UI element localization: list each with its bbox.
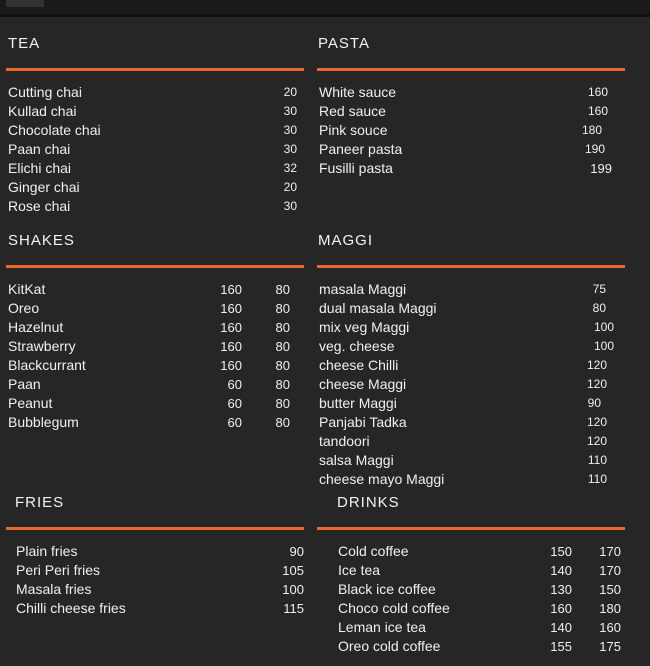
item-name: Paan chai <box>8 141 71 157</box>
item-price: 105 <box>282 563 304 578</box>
item-price: 100 <box>593 320 614 334</box>
list-item <box>0 338 310 357</box>
item-name: Choco cold coffee <box>338 600 450 616</box>
list-item <box>0 562 310 581</box>
item-price: 155 <box>550 639 572 654</box>
item-price: 160 <box>220 358 242 373</box>
item-price: 160 <box>220 339 242 354</box>
maggi-divider <box>317 265 625 268</box>
item-price: 60 <box>227 415 242 430</box>
list-item <box>0 414 310 433</box>
list-item <box>0 376 310 395</box>
list-item <box>310 319 640 338</box>
fries-section <box>0 484 310 666</box>
item-price: 160 <box>550 601 572 616</box>
item-name: Panjabi Tadka <box>319 414 407 430</box>
drinks-items <box>310 543 640 657</box>
item-price: 75 <box>592 282 606 296</box>
item-name: Bubblegum <box>8 414 79 430</box>
pasta-section <box>310 0 640 230</box>
item-name: Peri Peri fries <box>16 562 101 578</box>
item-name: Blackcurrant <box>8 357 86 373</box>
pasta-items <box>310 84 640 179</box>
item-price: 180 <box>581 123 602 137</box>
item-price: 30 <box>283 199 297 213</box>
item-name: Ice tea <box>338 562 381 578</box>
item-price-secondary: 170 <box>599 544 621 559</box>
item-price-secondary: 150 <box>599 582 621 597</box>
item-price: 160 <box>587 104 608 118</box>
list-item <box>310 395 640 414</box>
item-price-secondary: 80 <box>275 377 290 392</box>
item-name: Black ice coffee <box>338 581 436 597</box>
item-name: salsa Maggi <box>319 452 394 468</box>
item-name: Fusilli pasta <box>319 160 393 176</box>
list-item <box>0 141 310 160</box>
fries-title: FRIES <box>15 494 65 511</box>
item-price-secondary: 170 <box>599 563 621 578</box>
item-price: 120 <box>586 434 607 448</box>
list-item <box>310 160 640 179</box>
item-price: 30 <box>283 123 297 137</box>
item-price: 120 <box>586 358 607 372</box>
drinks-section <box>310 484 640 666</box>
fries-divider <box>6 527 304 530</box>
list-item <box>0 281 310 300</box>
item-name: Oreo cold coffee <box>338 638 441 654</box>
item-price: 30 <box>283 142 297 156</box>
fries-items <box>0 543 310 619</box>
list-item <box>0 319 310 338</box>
list-item <box>0 543 310 562</box>
item-name: dual masala Maggi <box>319 300 437 316</box>
item-price: 60 <box>227 377 242 392</box>
item-name: Leman ice tea <box>338 619 426 635</box>
pasta-divider <box>317 68 625 71</box>
list-item <box>310 414 640 433</box>
drinks-divider <box>317 527 625 530</box>
item-name: Peanut <box>8 395 53 411</box>
item-price: 32 <box>283 161 297 175</box>
maggi-items <box>310 281 640 490</box>
item-name: Ginger chai <box>8 179 80 195</box>
item-price: 20 <box>283 180 297 194</box>
item-price-secondary: 160 <box>599 620 621 635</box>
list-item <box>0 581 310 600</box>
item-price-secondary: 80 <box>275 415 290 430</box>
tea-divider <box>6 68 304 71</box>
list-item <box>310 562 640 581</box>
item-price: 190 <box>584 142 605 156</box>
item-name: veg. cheese <box>319 338 395 354</box>
list-item <box>0 395 310 414</box>
list-item <box>0 600 310 619</box>
shakes-title: SHAKES <box>8 232 75 249</box>
item-price: 90 <box>587 396 601 410</box>
item-name: Paneer pasta <box>319 141 403 157</box>
item-price: 60 <box>227 396 242 411</box>
item-name: Pink souce <box>319 122 388 138</box>
shakes-items <box>0 281 310 433</box>
item-name: Masala fries <box>16 581 92 597</box>
item-name: mix veg Maggi <box>319 319 410 335</box>
item-price-secondary: 80 <box>275 396 290 411</box>
item-price-secondary: 80 <box>275 339 290 354</box>
list-item <box>310 581 640 600</box>
item-name: Chocolate chai <box>8 122 101 138</box>
list-item <box>310 300 640 319</box>
shakes-section <box>0 222 310 482</box>
item-price: 110 <box>587 472 607 486</box>
item-name: Red sauce <box>319 103 386 119</box>
maggi-section <box>310 222 640 492</box>
item-name: cheese mayo Maggi <box>319 471 445 487</box>
shakes-divider <box>6 265 304 268</box>
item-name: Paan <box>8 376 41 392</box>
tea-title: TEA <box>8 35 41 52</box>
item-price: 160 <box>220 301 242 316</box>
list-item <box>0 179 310 198</box>
item-price: 100 <box>282 582 304 597</box>
item-name: Plain fries <box>16 543 78 559</box>
list-item <box>310 338 640 357</box>
item-name: cheese Maggi <box>319 376 407 392</box>
list-item <box>310 122 640 141</box>
drinks-title: DRINKS <box>337 494 400 511</box>
list-item <box>310 141 640 160</box>
list-item <box>310 357 640 376</box>
list-item <box>0 357 310 376</box>
list-item <box>310 452 640 471</box>
item-name: butter Maggi <box>319 395 397 411</box>
item-price: 110 <box>587 453 607 467</box>
item-price: 20 <box>283 85 297 99</box>
list-item <box>310 543 640 562</box>
item-price: 160 <box>220 282 242 297</box>
tea-section <box>0 0 310 230</box>
item-name: KitKat <box>8 281 46 297</box>
item-price: 150 <box>550 544 572 559</box>
item-price: 115 <box>283 601 304 616</box>
item-price-secondary: 80 <box>275 301 290 316</box>
item-price: 160 <box>587 85 608 99</box>
list-item <box>0 300 310 319</box>
item-price: 100 <box>593 339 614 353</box>
list-item <box>0 103 310 122</box>
item-price: 120 <box>586 415 607 429</box>
item-price-secondary: 80 <box>275 358 290 373</box>
item-price: 90 <box>289 544 304 559</box>
item-price: 140 <box>550 563 572 578</box>
item-name: masala Maggi <box>319 281 407 297</box>
item-name: Strawberry <box>8 338 76 354</box>
item-name: Cutting chai <box>8 84 82 100</box>
item-price-secondary: 180 <box>599 601 621 616</box>
list-item <box>0 160 310 179</box>
list-item <box>310 433 640 452</box>
item-name: Hazelnut <box>8 319 64 335</box>
list-item <box>310 281 640 300</box>
list-item <box>0 122 310 141</box>
maggi-title: MAGGI <box>318 232 374 249</box>
item-name: Cold coffee <box>338 543 409 559</box>
pasta-title: PASTA <box>318 35 370 52</box>
item-price: 30 <box>283 104 297 118</box>
item-name: White sauce <box>319 84 397 100</box>
item-name: Oreo <box>8 300 40 316</box>
list-item <box>310 103 640 122</box>
item-name: Kullad chai <box>8 103 77 119</box>
item-price: 120 <box>586 377 607 391</box>
item-price-secondary: 80 <box>275 282 290 297</box>
item-name: tandoori <box>319 433 370 449</box>
item-name: Chilli cheese fries <box>16 600 126 616</box>
list-item <box>310 600 640 619</box>
item-price: 199 <box>590 161 612 176</box>
item-price: 80 <box>592 301 606 315</box>
list-item <box>310 376 640 395</box>
tea-items <box>0 84 310 217</box>
item-price-secondary: 175 <box>599 639 621 654</box>
item-name: Elichi chai <box>8 160 72 176</box>
item-name: cheese Chilli <box>319 357 399 373</box>
list-item <box>0 84 310 103</box>
list-item <box>310 84 640 103</box>
item-price: 130 <box>550 582 572 597</box>
list-item <box>310 619 640 638</box>
item-price-secondary: 80 <box>275 320 290 335</box>
item-name: Rose chai <box>8 198 71 214</box>
list-item <box>0 198 310 217</box>
item-price: 140 <box>550 620 572 635</box>
list-item <box>310 638 640 657</box>
item-price: 160 <box>220 320 242 335</box>
